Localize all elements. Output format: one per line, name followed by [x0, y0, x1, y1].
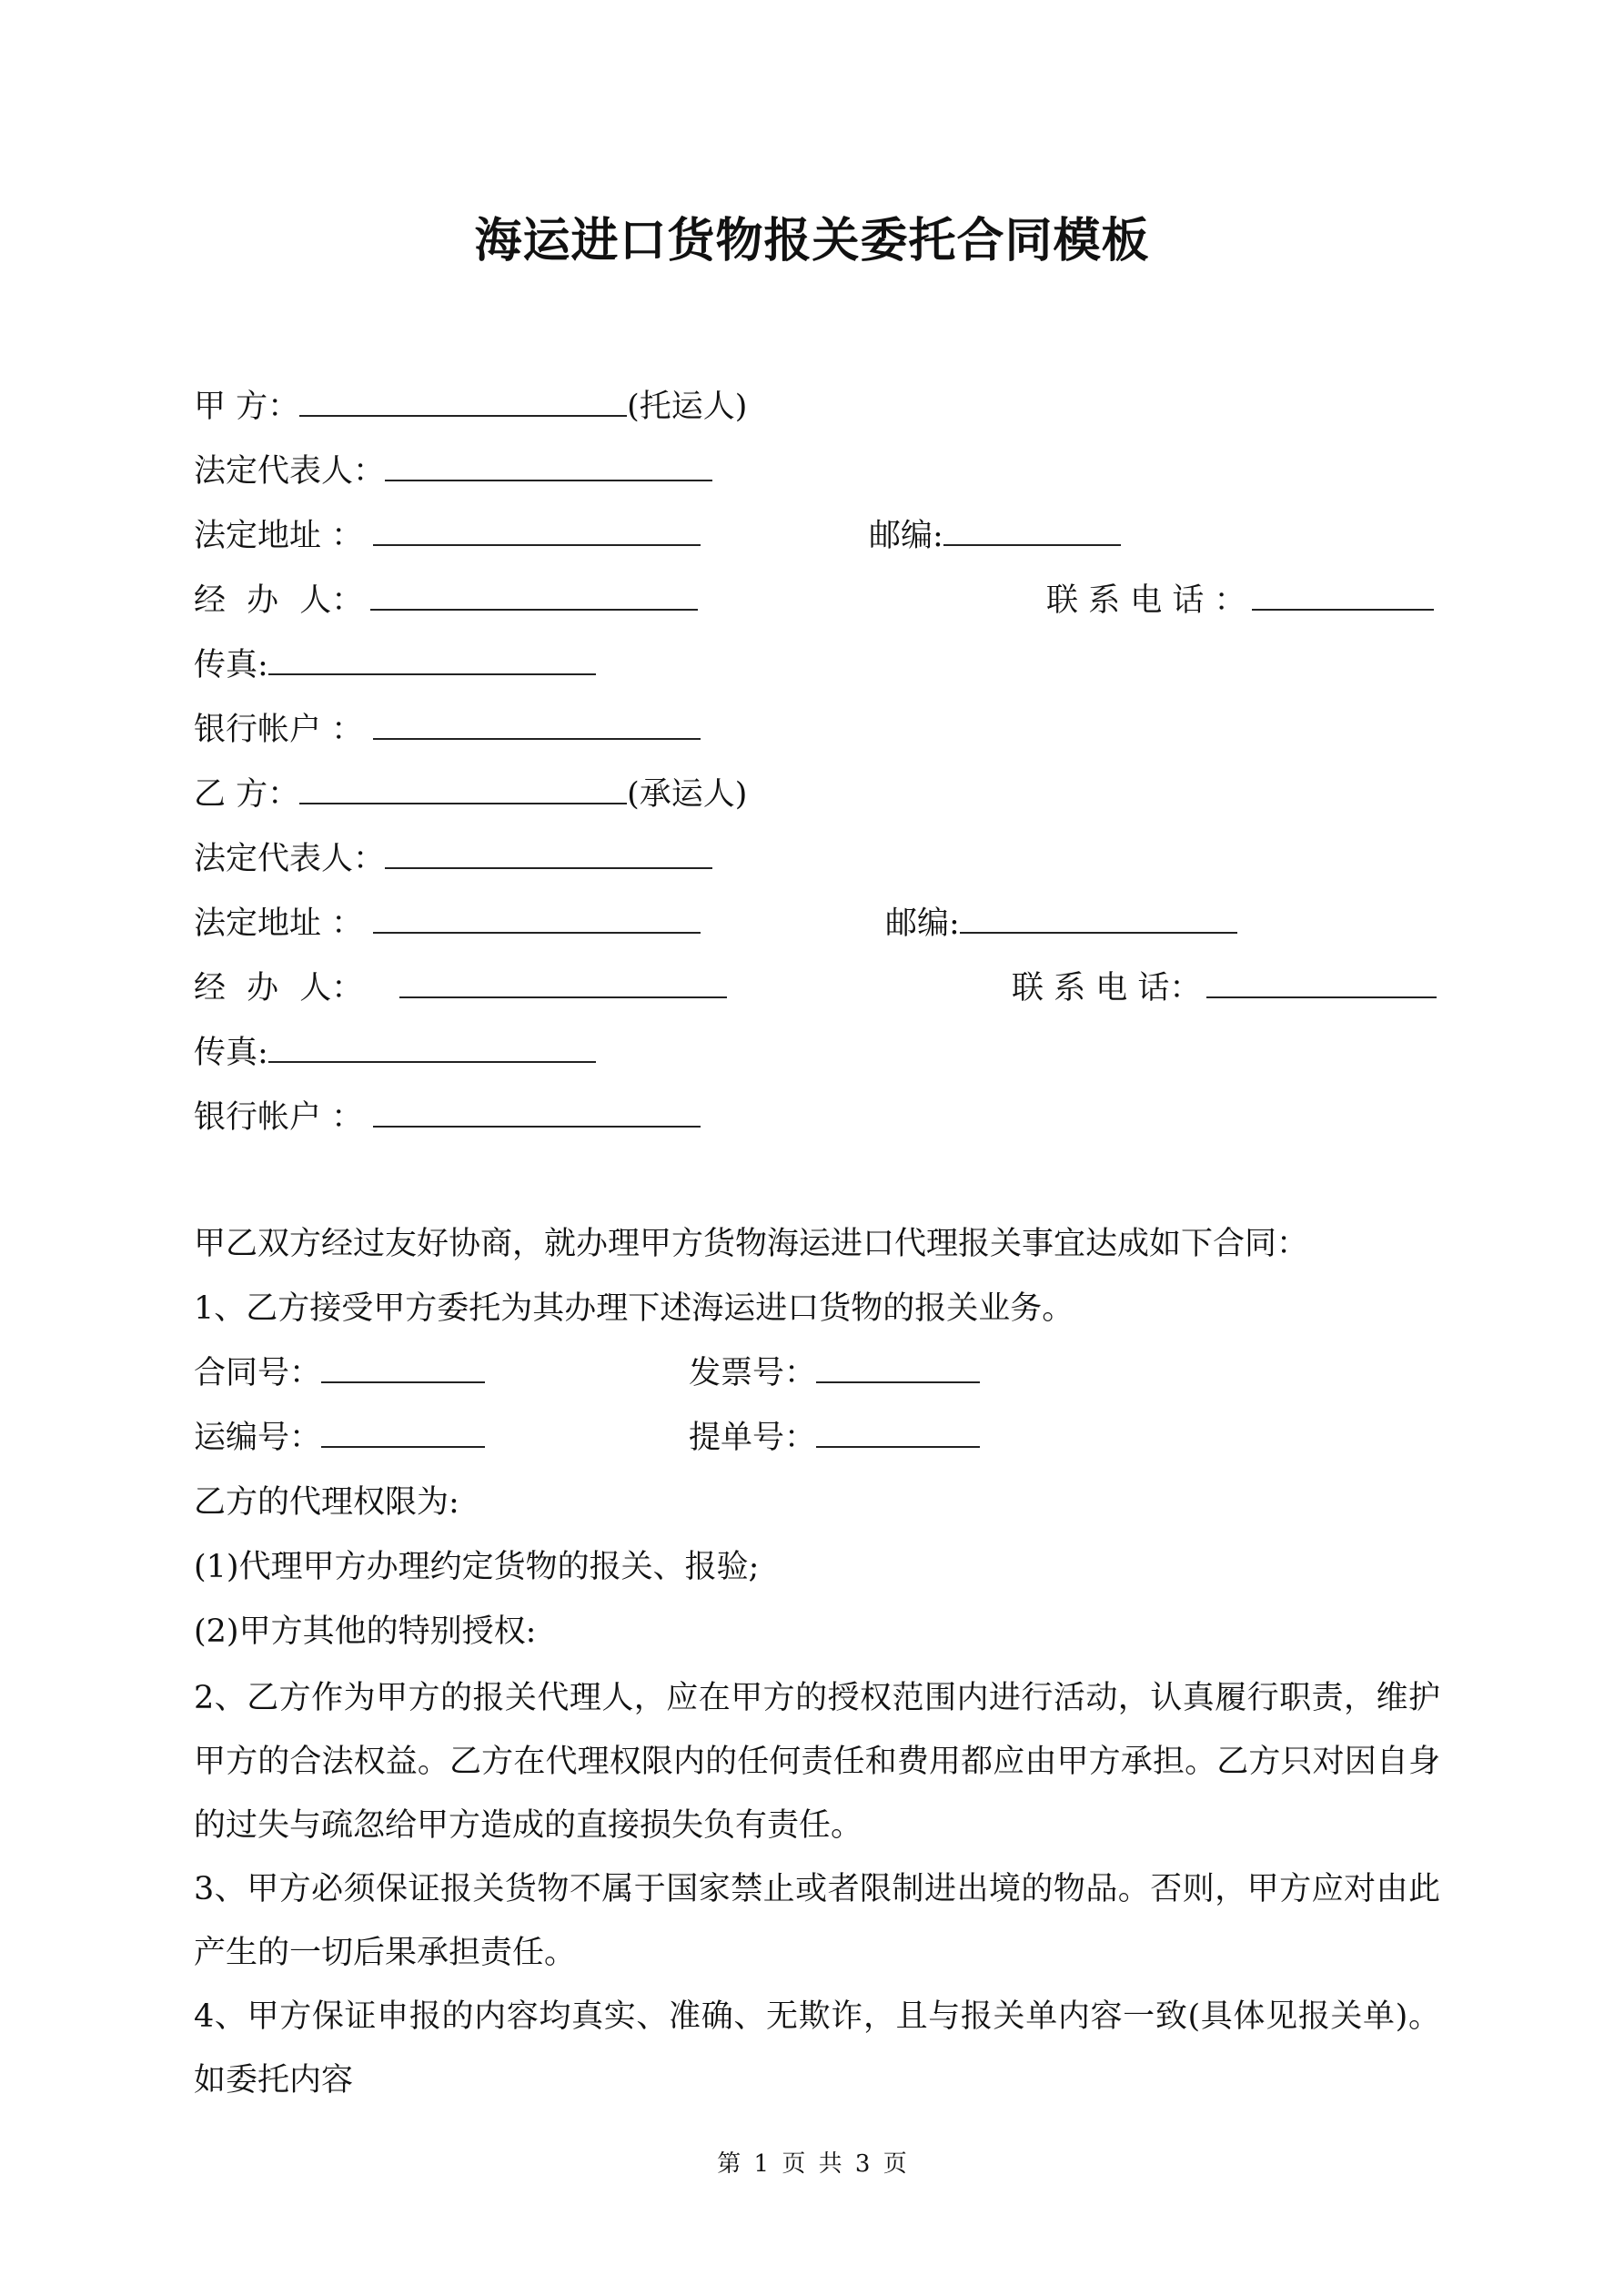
bill-no-line	[689, 1418, 980, 1458]
party-b-postcode-blank[interactable]	[960, 905, 1237, 934]
contract-no-blank[interactable]	[321, 1354, 485, 1383]
invoice-no-line	[689, 1353, 980, 1393]
party-b-address-blank[interactable]	[373, 905, 701, 934]
bill-no-blank[interactable]	[816, 1419, 980, 1448]
party-a-postcode-blank[interactable]	[943, 517, 1121, 546]
authority-item-2: (2)甲方其他的特别授权:	[194, 1613, 537, 1650]
party-b-address-label: 法定地址 ：	[194, 905, 364, 942]
party-a-fax-label: 传真:	[194, 647, 268, 683]
party-a-phone-blank[interactable]	[1252, 582, 1434, 611]
party-b-bank-blank[interactable]	[373, 1098, 701, 1128]
invoice-no-blank[interactable]	[816, 1354, 980, 1383]
party-b-rep-blank[interactable]	[385, 840, 712, 869]
party-a-rep-blank[interactable]	[385, 452, 712, 481]
party-b-postcode-line	[885, 904, 1237, 944]
party-b-line	[194, 774, 747, 814]
party-a-bank-blank[interactable]	[373, 711, 701, 740]
document-title: 海运进口货物报关委托合同模板	[474, 213, 1150, 268]
page-footer: 第 1 页 共 3 页	[717, 2150, 907, 2178]
party-a-blank[interactable]	[299, 388, 627, 417]
party-b-phone-line	[1012, 968, 1437, 1008]
party-a-role: (托运人)	[627, 389, 748, 425]
contract-no-line	[194, 1353, 485, 1393]
clause-2: 2、乙方作为甲方的报关代理人，应在甲方的授权范围内进行活动，认真履行职责，维护甲方的合法权益。乙方在代理权限内的任何责任和费用都应由甲方承担。乙方只对因自身的过失与疏忽给甲方造成的直接损失负有责任。	[194, 1680, 1440, 1844]
clause-4: 4、甲方保证申报的内容均真实、准确、无欺诈，且与报关单内容一致(具体见报关单)。如委托内容	[194, 1998, 1440, 2099]
clause-3: 3、甲方必须保证报关货物不属于国家禁止或者限制进出境的物品。否则，甲方应对由此产生的一切后果承担责任。	[194, 1871, 1440, 1971]
party-b-role: (承运人)	[627, 776, 748, 813]
party-a-address-blank[interactable]	[373, 517, 701, 546]
party-a-address-line	[194, 516, 701, 556]
party-b-bank-line	[194, 1097, 701, 1138]
shipping-no-blank[interactable]	[321, 1419, 485, 1448]
party-b-rep-label: 法定代表人：	[194, 841, 386, 877]
party-a-rep-label: 法定代表人：	[194, 453, 386, 490]
party-b-handler-line	[194, 968, 727, 1008]
party-b-fax-label: 传真:	[194, 1035, 268, 1071]
party-b-handler-label: 经 办 人：	[194, 970, 364, 1006]
party-b-handler-blank[interactable]	[399, 969, 727, 998]
invoice-no-label: 发票号：	[689, 1355, 817, 1391]
party-a-postcode-line	[869, 516, 1121, 556]
party-a-bank-line	[194, 710, 701, 750]
party-a-handler-blank[interactable]	[370, 582, 698, 611]
intro-paragraph: 甲乙双方经过友好协商，就办理甲方货物海运进口代理报关事宜达成如下合同：	[194, 1226, 1309, 1262]
party-a-phone-label: 联 系 电 话 ：	[1046, 582, 1246, 619]
party-b-label: 乙 方：	[194, 776, 300, 813]
party-a-fax-line	[194, 645, 596, 685]
party-a-rep-line	[194, 451, 712, 491]
shipping-no-line	[194, 1418, 485, 1458]
party-a-bank-label: 银行帐户 ：	[194, 712, 364, 748]
party-b-postcode-label: 邮编:	[885, 905, 960, 942]
party-a-address-label: 法定地址 ：	[194, 518, 364, 554]
contract-no-label: 合同号：	[194, 1355, 322, 1391]
party-b-rep-line	[194, 839, 712, 879]
clause-1: 1、乙方接受甲方委托为其办理下述海运进口货物的报关业务。	[194, 1290, 1074, 1327]
party-a-phone-line	[1046, 581, 1434, 621]
party-a-label: 甲 方：	[194, 389, 300, 425]
party-b-bank-label: 银行帐户 ：	[194, 1099, 364, 1136]
party-a-handler-line	[194, 581, 698, 621]
party-a-fax-blank[interactable]	[268, 646, 596, 675]
party-b-phone-blank[interactable]	[1206, 969, 1437, 998]
party-a-line	[194, 387, 747, 427]
bill-no-label: 提单号：	[689, 1420, 817, 1456]
party-b-fax-blank[interactable]	[268, 1034, 596, 1063]
party-b-address-line	[194, 904, 701, 944]
party-b-fax-line	[194, 1033, 596, 1073]
authority-title: 乙方的代理权限为:	[194, 1484, 459, 1521]
authority-item-1: (1)代理甲方办理约定货物的报关、报验;	[194, 1549, 760, 1585]
party-a-handler-label: 经 办 人：	[194, 582, 364, 619]
party-b-phone-label: 联 系 电 话：	[1012, 970, 1202, 1006]
party-a-postcode-label: 邮编:	[869, 518, 943, 554]
party-b-blank[interactable]	[299, 775, 627, 804]
shipping-no-label: 运编号：	[194, 1420, 322, 1456]
